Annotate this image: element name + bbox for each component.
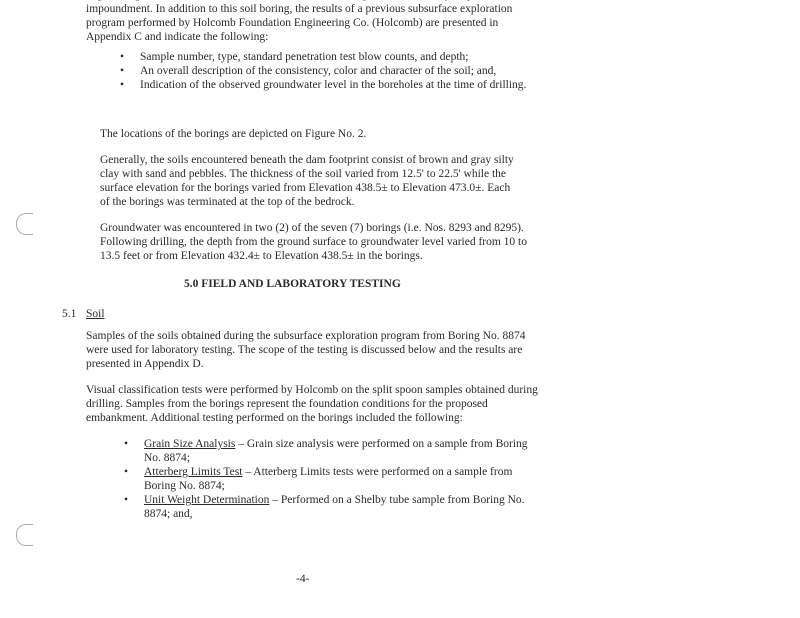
subsection-title: Soil (86, 308, 105, 320)
test-description: – Atterberg Limits tests were performed on a sample from Boring No. 8874; (144, 466, 513, 492)
paragraph-soils: Generally, the soils encountered beneath the dam footprint consist of brown and gray silty clay with sand and pebbles. The thickness of the soil varied from 12.5' to 22.5' while the surface elevation for the borings varied from Elevation 438.5± to Elevation 473.0±. Each of the borings was terminated at the top of the bedrock. (100, 154, 514, 208)
paragraph-locations: The locations of the borings are depicted on Figure No. 2. (100, 128, 367, 140)
paragraph-visual: Visual classification tests were performed by Holcomb on the split spoon samples obtained during drilling. Samples from the borings represent the foundation conditions for the proposed embankment. Additional testing performed on the borings included the following: (86, 384, 538, 424)
list-item: • Indication of the observed groundwater level in the boreholes at the time of drilling. (120, 79, 527, 91)
test-description: – Grain size analysis were performed on a sample from Boring No. 8874; (144, 438, 528, 464)
bullet-icon: • (124, 494, 129, 506)
list-item (124, 465, 544, 493)
test-description: – Performed on a Shelby tube sample from Boring No. 8874; and, (144, 494, 525, 520)
list-item (124, 437, 544, 465)
bullet-icon: • (120, 79, 125, 91)
bullet-icon: • (124, 438, 129, 450)
findings-list (120, 50, 540, 92)
paragraph-intro: impoundment. In addition to this soil boring, the results of a previous subsurface exploration program performed by Holcomb Foundation Engineering Co. (Holcomb) are presented in Appendix C and indicate the following: (86, 3, 513, 43)
test-name: Atterberg Limits Test (144, 466, 243, 478)
tests-list (124, 437, 544, 521)
bullet-icon: • (120, 51, 125, 63)
punch-hole-mark (16, 213, 33, 235)
test-name: Grain Size Analysis (144, 438, 236, 450)
punch-hole-mark (16, 524, 33, 546)
list-item (124, 493, 544, 521)
bullet-icon: • (124, 466, 129, 478)
bullet-icon: • (120, 65, 125, 77)
paragraph-samples: Samples of the soils obtained during the subsurface exploration program from Boring No. 8874 were used for laboratory testing. The scope of the testing is discussed below and the results are presented in Appendix D. (86, 330, 526, 370)
subsection-number: 5.1 (62, 308, 77, 320)
list-item: • An overall description of the consistency, color and character of the soil; and, (120, 65, 497, 77)
test-name: Unit Weight Determination (144, 494, 270, 506)
paragraph-groundwater: Groundwater was encountered in two (2) of the seven (7) borings (i.e. Nos. 8293 and 8295). Following drilling, the depth from the ground surface to groundwater level varied from 10 to 13.5 feet or from Elevation 432.4± to Elevation 438.5± in the borings. (100, 222, 527, 262)
section-heading: 5.0 FIELD AND LABORATORY TESTING (184, 278, 401, 290)
list-item: • Sample number, type, standard penetration test blow counts, and depth; (120, 51, 469, 63)
page-number: -4- (296, 573, 310, 585)
